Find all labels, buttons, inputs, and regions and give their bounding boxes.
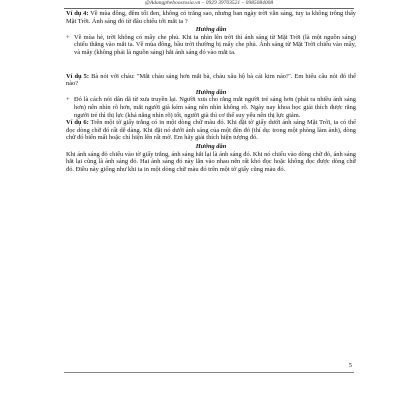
example-4-guide-title: Hướng dẫn	[195, 26, 227, 34]
bullet-symbol: +	[66, 96, 70, 104]
example-5-guide-title: Hướng dẫn	[195, 88, 227, 96]
footer-divider	[64, 372, 354, 373]
page-header: @Adangpheboosrosia.vn – 0929 39703521 – 0985084008	[64, 0, 354, 9]
example-6-question	[66, 119, 356, 142]
example-5-label: Ví dụ 5:	[66, 72, 90, 80]
example-4-label: Ví dụ 4:	[66, 10, 89, 17]
example-5-answer	[66, 96, 356, 119]
example-6-guide-title: Hướng dẫn	[195, 142, 227, 150]
example-5-question	[66, 73, 356, 88]
page-content	[66, 10, 356, 173]
page-number: 5	[348, 362, 352, 369]
example-4-answer	[66, 34, 356, 57]
example-4-question	[66, 10, 356, 25]
example-5-text: Bà nói với cháu: "Mắt cháu sáng hơn mắt bà, cháu xâu hộ bà cái kim nào!". Em hiểu câu nói đó thế nào?	[66, 72, 356, 88]
example-4-text: Về mùa đông, đêm tối đen, không có trăng sao, nhưng ban ngày trời vẫn sáng, tuy ta không trông thấy Mặt Trời. Ánh sáng đó từ đâu chiếu tới mắt ta ?	[66, 10, 356, 25]
example-4-answer-text: Về mùa hè, trời không có mây che phủ. Khi ta nhìn lên trời thì ánh sáng từ Mặt Trời (là một nguồn sáng) chiếu thẳng vào mắt ta. Về mùa đông, bầu trời thường bị mây che phủ. Ánh sáng từ Mặt Trời chiếu vào mây, và mây (không phải là nguồn sáng) hắt ánh sáng đó vào mắt ta.	[74, 33, 356, 56]
example-6-answer-text: Khi ánh sáng đỏ chiếu vào tờ giấy trắng, ánh sáng hắt lại là ánh sáng đỏ. Khi nó chiếu vào dòng chữ đỏ, ánh sáng hắt lại cũng là ánh sáng đỏ. Hai ánh sáng đỏ này lẫn vào nhau nên rất khó đọc hoặc không đọc được dòng chữ đỏ. Điều này giống như khi ta in một dòng chữ màu đỏ trên một tờ giấy cũng màu đỏ.	[66, 150, 356, 173]
example-5-answer-text: Đó là cách nói dân dã từ xưa truyền lại. Người xưa cho rằng mắt người trẻ sáng hơn (phát ra nhiều ánh sáng hơn) nên nhìn rõ hơn, mắt người già kém sáng nên nhìn không rõ. Ngày nay khoa học giải thích được rằng người trẻ thì thị lực (khả năng nhìn rõ) tốt, người già thì cơ thể suy yếu nên thị lực giảm.	[74, 96, 356, 119]
example-6-label: Ví dụ 6:	[66, 119, 89, 127]
bullet-symbol: +	[66, 33, 70, 41]
example-6-text: Trên một tờ giấy trắng có in một dòng chữ màu đỏ. Khi đặt tờ giấy dưới ánh sáng Mặt Trời, ta có thể đọc dòng chữ đó rất dễ dàng. Khi đặt nó dưới ánh sáng của một đèn đỏ (thí dụ: trong một phòng làm ảnh), dòng chữ đó biến mất hoặc chỉ hiện lên rất mờ. Em hãy giải thích hiện tượng đó.	[66, 119, 356, 142]
